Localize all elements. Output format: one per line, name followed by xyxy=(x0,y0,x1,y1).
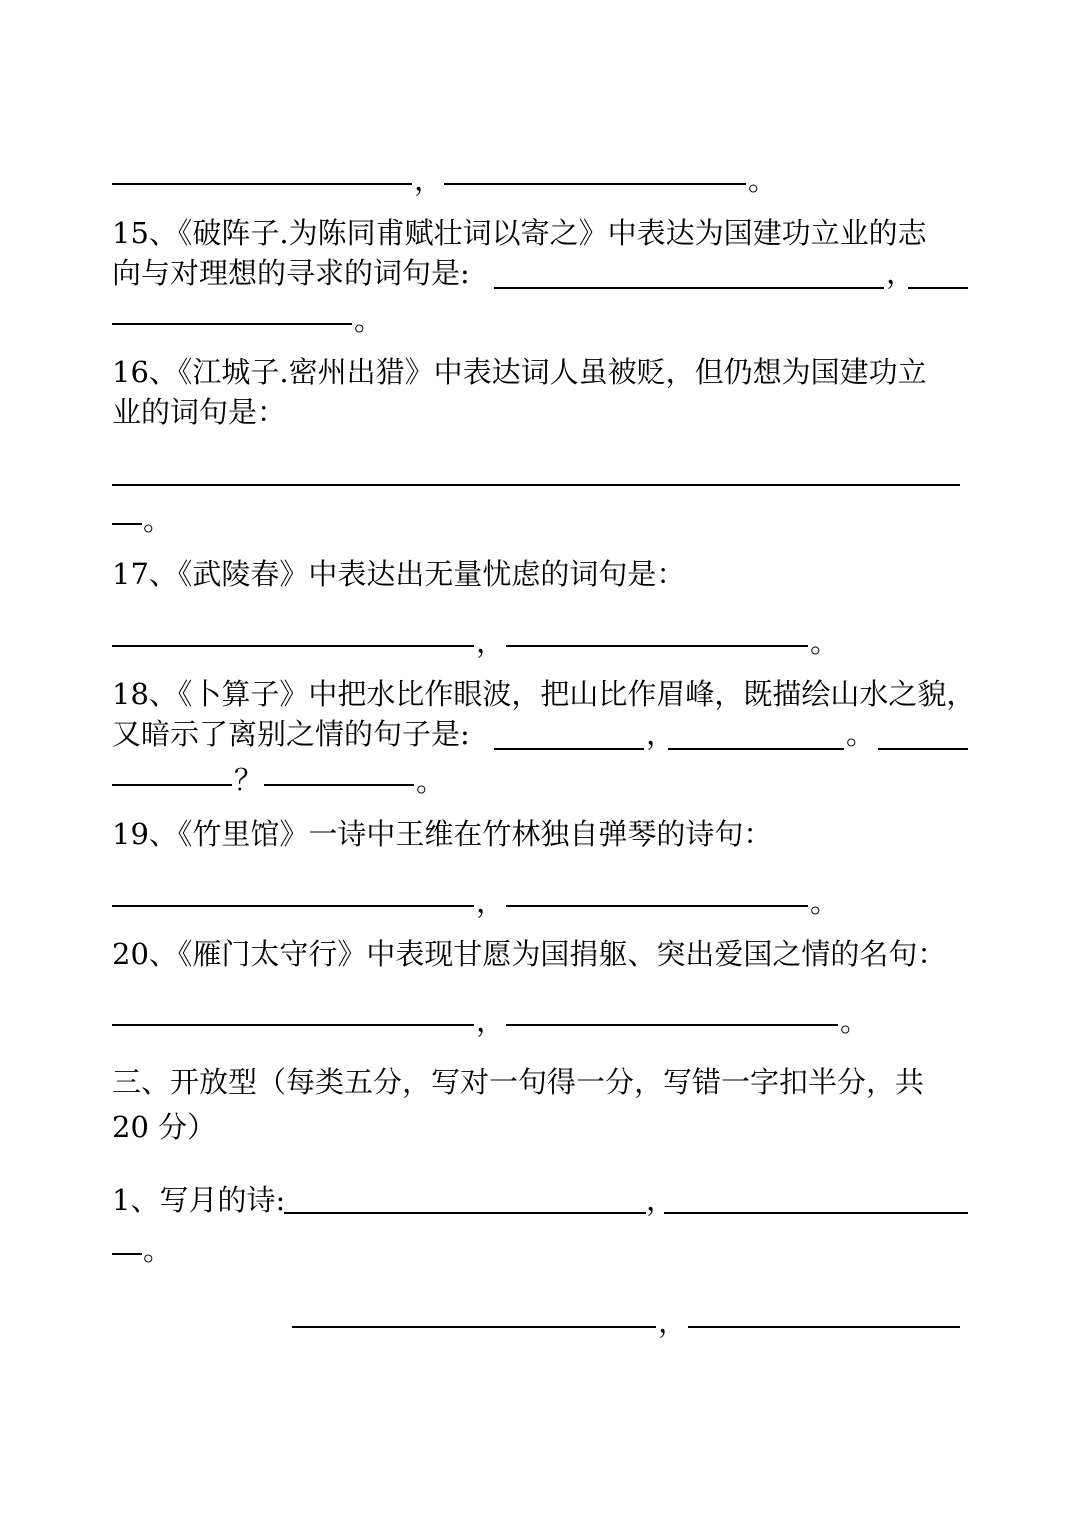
answer-blank[interactable] xyxy=(292,1326,656,1328)
punctuation: ？ xyxy=(234,763,264,797)
punctuation: 。 xyxy=(810,885,840,919)
punctuation: 。 xyxy=(840,1004,870,1038)
question-19-text: 19、《竹里馆》一诗中王维在竹林独自弹琴的诗句： xyxy=(112,817,773,851)
punctuation: ， xyxy=(646,717,676,751)
answer-blank[interactable] xyxy=(112,1024,474,1026)
punctuation: ， xyxy=(476,885,506,919)
answer-blank[interactable] xyxy=(668,748,844,750)
answer-blank[interactable] xyxy=(264,784,414,786)
question-15-text-2: 向与对理想的寻求的词句是: xyxy=(112,256,470,290)
answer-blank[interactable] xyxy=(112,784,232,786)
answer-blank[interactable] xyxy=(494,748,644,750)
punctuation: ， xyxy=(476,1004,506,1038)
punctuation: 。 xyxy=(416,764,446,798)
question-18-text: 18、《卜算子》中把水比作眼波，把山比作眉峰，既描绘山水之貌， xyxy=(112,677,976,711)
answer-blank[interactable] xyxy=(112,1253,142,1255)
punctuation: 。 xyxy=(354,303,384,337)
section-3-heading: 三、开放型（每类五分，写对一句得一分，写错一字扣半分，共 xyxy=(112,1065,925,1099)
answer-blank[interactable] xyxy=(506,1024,838,1026)
section-3-heading-2: 20 分） xyxy=(112,1110,217,1144)
punctuation: ， xyxy=(414,163,444,197)
answer-blank[interactable] xyxy=(688,1326,960,1328)
answer-blank[interactable] xyxy=(112,523,142,525)
answer-blank[interactable] xyxy=(878,748,968,750)
punctuation: ， xyxy=(658,1305,688,1339)
question-20-text: 20、《雁门太守行》中表现甘愿为国捐躯、突出爱国之情的名句： xyxy=(112,937,947,971)
answer-blank[interactable] xyxy=(444,183,746,185)
punctuation: 。 xyxy=(748,163,778,197)
answer-blank[interactable] xyxy=(506,905,808,907)
question-18-text-2: 又暗示了离别之情的句子是: xyxy=(112,717,470,751)
question-16-text-2: 业的词句是： xyxy=(112,395,287,429)
answer-blank[interactable] xyxy=(506,645,808,647)
question-17-text: 17、《武陵春》中表达出无量忧虑的词句是： xyxy=(112,557,686,591)
punctuation: 。 xyxy=(143,1233,173,1267)
punctuation: ， xyxy=(476,625,506,659)
answer-blank[interactable] xyxy=(112,183,412,185)
open-question-1-text: 1、写月的诗: xyxy=(112,1183,286,1217)
punctuation: 。 xyxy=(846,717,876,751)
answer-blank[interactable] xyxy=(112,905,474,907)
punctuation: ， xyxy=(646,1183,676,1217)
answer-blank[interactable] xyxy=(664,1212,968,1214)
answer-blank[interactable] xyxy=(112,645,474,647)
question-16-text: 16、《江城子.密州出猎》中表达词人虽被贬，但仍想为国建功立 xyxy=(112,355,927,389)
answer-blank[interactable] xyxy=(494,287,884,289)
answer-blank[interactable] xyxy=(284,1212,646,1214)
punctuation: ， xyxy=(886,256,916,290)
answer-blank[interactable] xyxy=(112,484,960,486)
answer-blank[interactable] xyxy=(908,287,968,289)
punctuation: 。 xyxy=(810,625,840,659)
question-15-text: 15、《破阵子.为陈同甫赋壮词以寄之》中表达为国建功立业的志 xyxy=(112,216,927,250)
answer-blank[interactable] xyxy=(112,323,352,325)
punctuation: 。 xyxy=(143,503,173,537)
